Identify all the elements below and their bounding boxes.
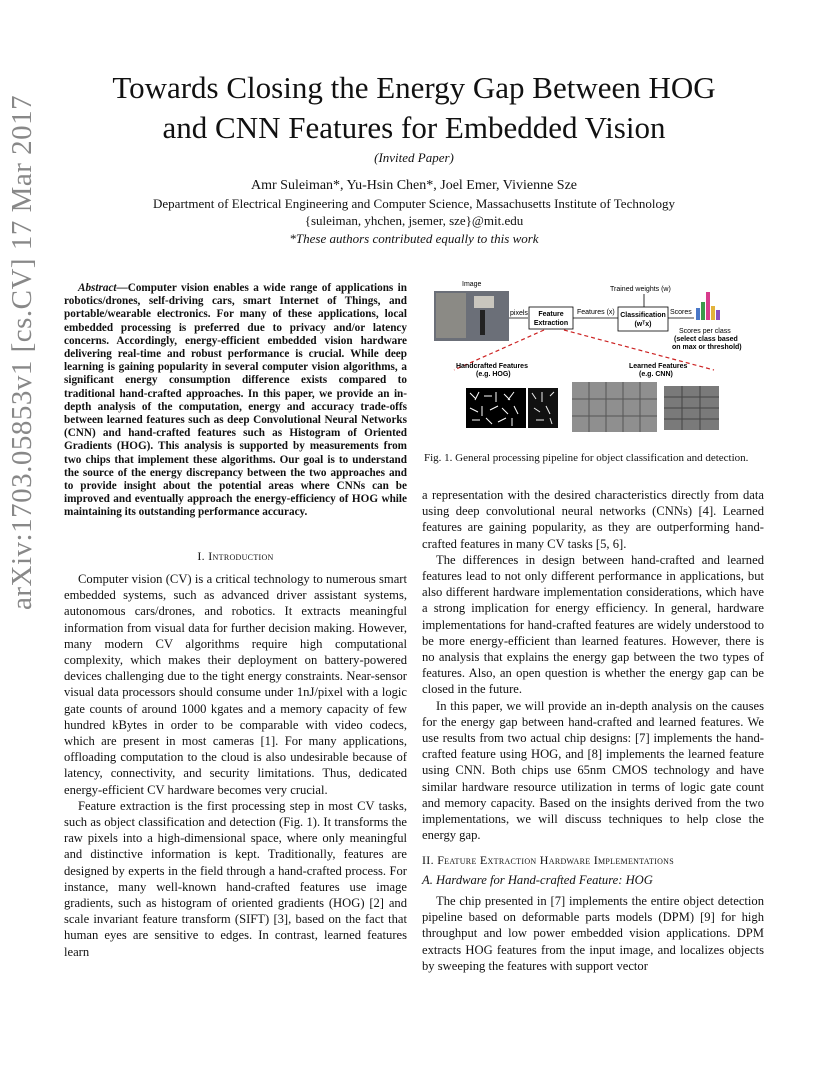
scores-desc-2: (select class based — [674, 336, 738, 343]
figure-caption: Fig. 1. General processing pipeline for object classification and detection. — [424, 452, 749, 464]
paper-title — [0, 68, 828, 148]
image-label: Image — [462, 281, 482, 288]
learned-label-1: Learned Features — [629, 363, 688, 370]
score-bar — [696, 308, 700, 320]
pipeline-diagram — [424, 278, 764, 442]
cls-label-1: Classification — [620, 312, 666, 319]
cnn-filters — [572, 382, 657, 432]
right-body-2 — [422, 893, 764, 974]
scores-desc-3: on max or threshold) — [672, 344, 742, 351]
paper-subtitle: (Invited Paper) — [374, 150, 454, 165]
scores-desc-1: Scores per class — [679, 328, 731, 335]
weights-label: Trained weights (w) — [610, 286, 671, 293]
score-bars — [696, 292, 720, 320]
author-list: Amr Suleiman*, Yu-Hsin Chen*, Joel Emer, Vivienne Sze — [251, 178, 577, 193]
section-heading-2: II. Feature Extraction Hardware Implementations — [422, 853, 674, 867]
pixels-label: pixels — [510, 310, 528, 317]
fe-label-2: Extraction — [533, 320, 569, 327]
right-paragraph-2: The differences in design between hand-crafted and learned features lead to not only different performance in applications, but also different hardware implementation considerations, which have a strong implication for energy efficiency. In general, hardware implementations for hand-crafted features are widely understood to be more energy-efficient than learned features. However, there is no analysis that explains the energy gap between the two types of features. Also, an open question is whether the energy gap can be closed in the future. — [422, 552, 764, 697]
score-bar — [706, 292, 710, 320]
section-heading-intro: I. Introduction — [197, 549, 274, 563]
right-body — [422, 487, 764, 843]
scores-label: Scores — [670, 309, 692, 316]
handcrafted-label-1: Handcrafted Features — [456, 363, 528, 370]
title-line-1: Towards Closing the Energy Gap Between HOG — [112, 70, 716, 105]
features-label: Features (x) — [577, 309, 615, 316]
equal-contribution-note: *These authors contributed equally to this work — [289, 231, 539, 246]
image-wall — [436, 293, 466, 338]
title-line-2: and CNN Features for Embedded Vision — [162, 110, 666, 145]
cnn-feature-image — [572, 382, 719, 432]
figure-1 — [424, 278, 764, 442]
abstract — [64, 282, 407, 520]
score-bar — [701, 302, 705, 320]
arxiv-watermark: arXiv:1703.05853v1 [cs.CV] 17 Mar 2017 — [6, 94, 38, 610]
abstract-text: —Computer vision enables a wide range of applications in robotics/drones, self-driving cars, smart Internet of Things, and portable/wearable electronics. For many of these applications, local embedded processing is preferred due to privacy and/or latency concerns. Accordingly, energy-efficient embedded vision hardware delivering real-time and robust performance is crucial. While deep learning is gaining popularity in several computer vision algorithms, a significant energy consumption difference exists compared to traditional hand-crafted approaches. In this paper, we provide an in-depth analysis of the computation, energy and accuracy trade-offs between learned features such as deep Convolutional Neural Networks (CNN) and hand-crafted features such as Histogram of Oriented Gradients (HOG). This analysis is supported by measurements from two chips that implement these algorithms. Our goal is to understand the source of the energy discrepancy between the two approaches and to provide insight about the potential areas where CNNs can be improved and eventually approach the energy-efficiency of HOG while maintaining its outstanding performance accuracy. — [64, 282, 407, 519]
score-bar — [711, 306, 715, 320]
abstract-label: Abstract — [78, 282, 117, 294]
affiliation: Department of Electrical Engineering and Computer Science, Massachusetts Institute of Technology — [153, 196, 675, 211]
intro-paragraph-2: Feature extraction is the first processing step in most CV tasks, such as object classification and detection (Fig. 1). It transforms the raw pixels into a high-dimensional space, where only meaningful and distinctive information is kept. Traditionally, features are designed by experts in the field through a hand-crafted process. For instance, many well-known hand-crafted features use image gradients, such as histogram of oriented gradients (HOG) [2] and scale invariant feature transform (SIFT) [3], based on the fact that human eyes are sensitive to edges. In contrast, learned features learn — [64, 798, 407, 959]
image-person — [480, 310, 485, 335]
subsection-heading-a: A. Hardware for Hand-crafted Feature: HOG — [422, 873, 653, 887]
learned-label-2: (e.g. CNN) — [639, 371, 673, 378]
image-window — [474, 296, 494, 308]
fe-label-1: Feature — [538, 311, 564, 318]
score-bar — [716, 310, 720, 320]
intro-body — [64, 571, 407, 960]
author-emails: {suleiman, yhchen, jsemer, sze}@mit.edu — [304, 213, 524, 228]
right-paragraph-3: In this paper, we will provide an in-depth analysis on the causes for the energy gap between hand-crafted and learned features. We use results from two actual chip designs: [7] implements the hand-crafted feature using HOG, and [8] implements the learned feature using CNN. Both chips use 65nm CMOS technology and have similar hardware resource utilization in terms of logic gate count and memory capacity. Based on the insights derived from the two implementations, we will discuss techniques to help close the energy gap. — [422, 698, 764, 843]
right-paragraph-1: a representation with the desired characteristics directly from data using deep convolutional neural networks (CNNs) [4]. Learned features are gaining popularity, as they are outperforming hand-crafted features in many CV tasks [5, 6]. — [422, 488, 764, 551]
right-paragraph-4: The chip presented in [7] implements the entire object detection pipeline based on deformable parts models (DPM) [9] for high throughput and low power embedded vision applications. DPM extracts HOG features from the input image, and localizes objects by sweeping the features with support vector — [422, 894, 764, 973]
hog-feature-image — [466, 388, 558, 428]
cls-label-2: (wᵀx) — [634, 321, 652, 328]
intro-paragraph-1: Computer vision (CV) is a critical technology to numerous smart embedded systems, such as advanced driver assistant systems, autonomous cars/drones, and robotics. It extracts meaningful information from visual data for further decision making. However, many modern CV algorithms require high computational complexity, which makes their deployment on battery-powered devices challenging due to the tight energy constraints. Near-sensor visual data processors should consume under 1nJ/pixel with a logic gate counts of around 1000 kgates and a memory capacity of few hundred kBytes in order to be comparable with video codecs, which are present in most cameras [1]. For many applications, offloading computation to the cloud is also undesirable because of latency, connectivity, and security limitations. Thus, dedicated energy-efficient CV hardware becomes very crucial. — [64, 572, 407, 797]
handcrafted-label-2: (e.g. HOG) — [476, 371, 511, 378]
